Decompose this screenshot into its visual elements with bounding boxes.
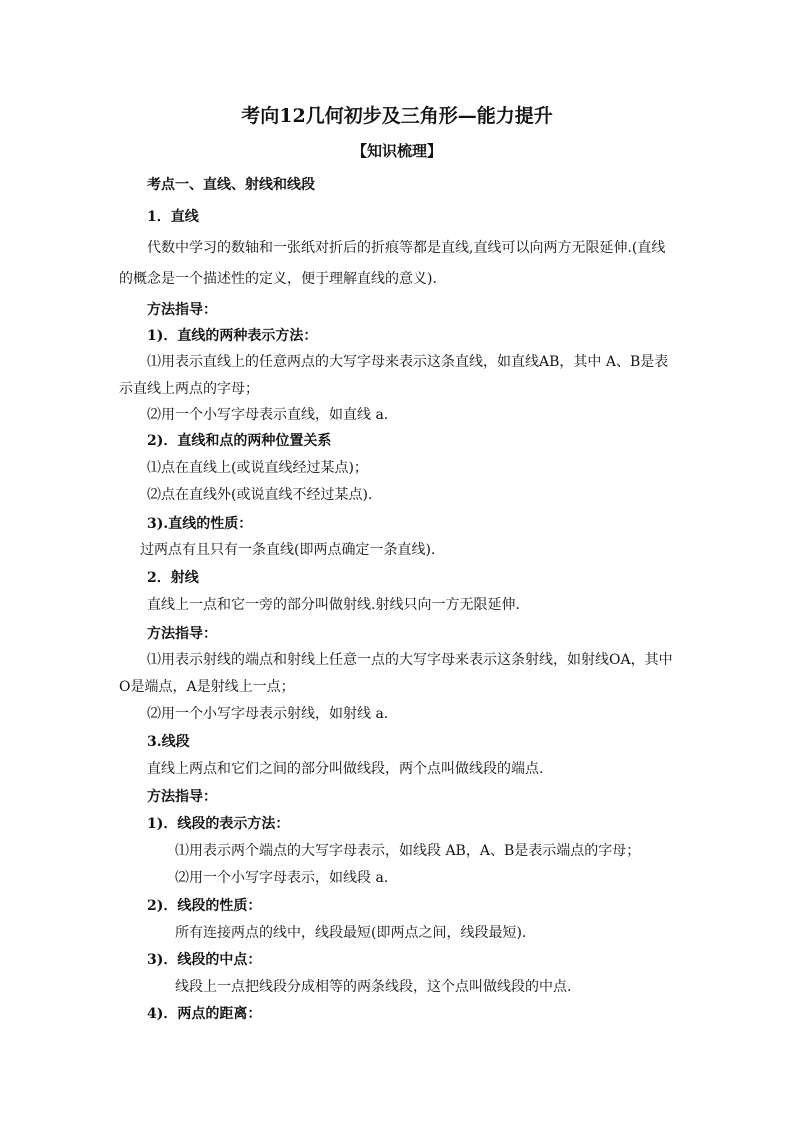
paragraph: 直线上一点和它一旁的部分叫做射线.射线只向一方无限延伸. xyxy=(147,597,520,613)
method-point-heading: 1)．直线的两种表示方法： xyxy=(147,328,318,344)
subsection-heading-line: 1．直线 xyxy=(147,209,199,225)
page-subtitle: 【知识梳理】 xyxy=(351,142,442,160)
list-item: ⑵用一个小写字母表示直线，如直线 a. xyxy=(147,407,389,423)
method-heading: 方法指导： xyxy=(147,626,217,642)
method-point-heading: 2)．线段的性质： xyxy=(147,898,262,914)
list-item: ⑴用表示两个端点的大写字母表示，如线段 AB，A、B是表示端点的字母； xyxy=(175,843,641,859)
method-point-heading: 4)．两点的距离： xyxy=(147,1006,262,1022)
list-item: ⑵用一个小写字母表示射线，如射线 a. xyxy=(147,706,389,722)
method-point-heading: 3)．线段的中点： xyxy=(147,952,262,968)
subsection-heading-segment: 3.线段 xyxy=(147,734,190,750)
list-item: 示直线上两点的字母； xyxy=(119,381,259,397)
list-item: ⑵点在直线外(或说直线不经过某点). xyxy=(147,487,373,503)
section-heading: 考点一、直线、射线和线段 xyxy=(147,177,315,193)
paragraph: 直线上两点和它们之间的部分叫做线段，两个点叫做线段的端点. xyxy=(147,761,544,777)
paragraph: 的概念是一个描述性的定义，便于理解直线的意义). xyxy=(119,271,437,287)
page-title: 考向12几何初步及三角形—能力提升 xyxy=(241,105,553,127)
list-item: O是端点，A是射线上一点； xyxy=(119,679,295,695)
subsection-heading-ray: 2．射线 xyxy=(147,570,199,586)
method-point-heading: 2)．直线和点的两种位置关系 xyxy=(147,433,332,449)
paragraph: 所有连接两点的线中，线段最短(即两点之间，线段最短). xyxy=(175,925,527,941)
method-heading: 方法指导： xyxy=(147,302,217,318)
paragraph: 线段上一点把线段分成相等的两条线段，这个点叫做线段的中点. xyxy=(175,979,572,995)
list-item: ⑴用表示射线的端点和射线上任意一点的大写字母来表示这条射线，如射线OA，其中 xyxy=(147,652,673,668)
paragraph: 过两点有且只有一条直线(即两点确定一条直线). xyxy=(140,542,436,558)
method-point-heading: 3).直线的性质： xyxy=(147,516,253,532)
method-point-heading: 1)．线段的表示方法： xyxy=(147,816,290,832)
method-heading: 方法指导： xyxy=(147,789,217,805)
list-item: ⑴用表示直线上的任意两点的大写字母来表示这条直线，如直线AB，其中 A、B是表 xyxy=(147,354,669,370)
paragraph: 代数中学习的数轴和一张纸对折后的折痕等都是直线,直线可以向两方无限延伸.(直线 xyxy=(147,240,666,256)
list-item: ⑴点在直线上(或说直线经过某点)； xyxy=(147,460,368,476)
list-item: ⑵用一个小写字母表示，如线段 a. xyxy=(175,870,389,886)
